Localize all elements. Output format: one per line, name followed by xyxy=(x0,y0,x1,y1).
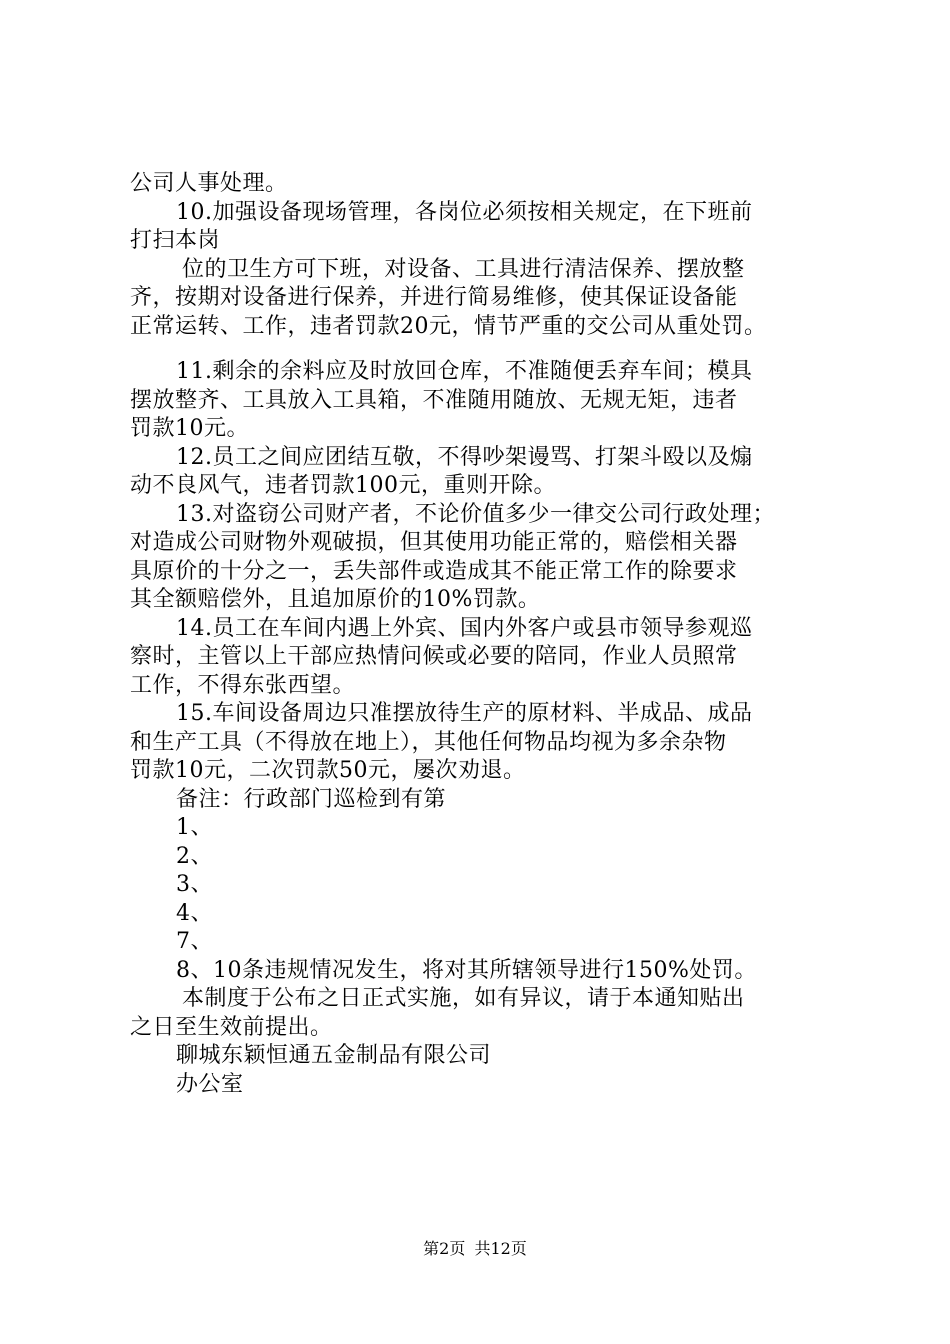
rule-10-heading: 10.加强设备现场管理，各岗位必须按相关规定，在下班前 xyxy=(176,199,753,225)
text-line: 罚款10元，二次罚款50元，屡次劝退。 xyxy=(130,758,526,783)
text-line: 其全额赔偿外，且追加原价的10%罚款。 xyxy=(130,587,541,612)
company-name: 聊城东颖恒通五金制品有限公司 xyxy=(176,1043,492,1068)
paragraph-gap xyxy=(130,341,850,358)
text-line: 具原价的十分之一，丢失部件或造成其不能正常工作的除要求 xyxy=(130,558,738,584)
text-line: 正常运转、工作，违者罚款20元，情节严重的交公司从重处罚。 xyxy=(130,313,767,339)
text-line: 打扫本岗 xyxy=(130,228,221,253)
remark-line: 备注：行政部门巡检到有第 xyxy=(176,786,447,812)
text-line: 对造成公司财物外观破损，但其使用功能正常的，赔偿相关器 xyxy=(130,530,738,555)
page-number: 第2页 xyxy=(423,1239,466,1258)
remark-item: 4、 xyxy=(176,900,213,926)
text-line: 罚款10元。 xyxy=(130,416,249,441)
text-line: 工作，不得东张西望。 xyxy=(130,672,356,698)
remark-item: 2、 xyxy=(176,843,213,869)
text-line: 之日至生效前提出。 xyxy=(130,1014,333,1040)
text-line: 齐，按期对设备进行保养，并进行简易维修，使其保证设备能 xyxy=(130,285,738,310)
rule-15-heading: 15.车间设备周边只准摆放待生产的原材料、半成品、成品 xyxy=(176,701,753,726)
rule-12-heading: 12.员工之间应团结互敬，不得吵架谩骂、打架斗殴以及煽 xyxy=(176,444,753,470)
text-line: 摆放整齐、工具放入工具箱，不准随用随放、无规无矩，违者 xyxy=(130,387,738,413)
document-body xyxy=(130,170,850,1099)
page-footer xyxy=(0,1238,950,1260)
page-total: 共12页 xyxy=(474,1239,527,1258)
remark-item: 3、 xyxy=(176,872,213,897)
department-name: 办公室 xyxy=(176,1071,244,1097)
remark-item: 8、10条违规情况发生，将对其所辖领导进行150%处罚。 xyxy=(176,957,757,983)
rule-11-heading: 11.剩余的余料应及时放回仓库，不准随便丢弃车间；模具 xyxy=(176,359,753,384)
rule-14-heading: 14.员工在车间内遇上外宾、国内外客户或县市领导参观巡 xyxy=(176,615,753,641)
text-line: 和生产工具（不得放在地上），其他任何物品均视为多余杂物 xyxy=(130,729,727,755)
remark-item: 1、 xyxy=(176,815,213,840)
text-line: 察时，主管以上干部应热情问候或必要的陪同，作业人员照常 xyxy=(130,644,738,669)
text-line: 公司人事处理。 xyxy=(130,171,288,196)
remark-item: 7、 xyxy=(176,929,213,954)
text-line: 位的卫生方可下班，对设备、工具进行清洁保养、摆放整 xyxy=(182,256,745,282)
rule-13-heading: 13.对盗窃公司财产者，不论价值多少一律交公司行政处理； xyxy=(176,501,775,527)
effective-notice: 本制度于公布之日正式实施，如有异议，请于本通知贴出 xyxy=(182,986,745,1011)
text-line: 动不良风气，违者罚款100元，重则开除。 xyxy=(130,473,556,498)
